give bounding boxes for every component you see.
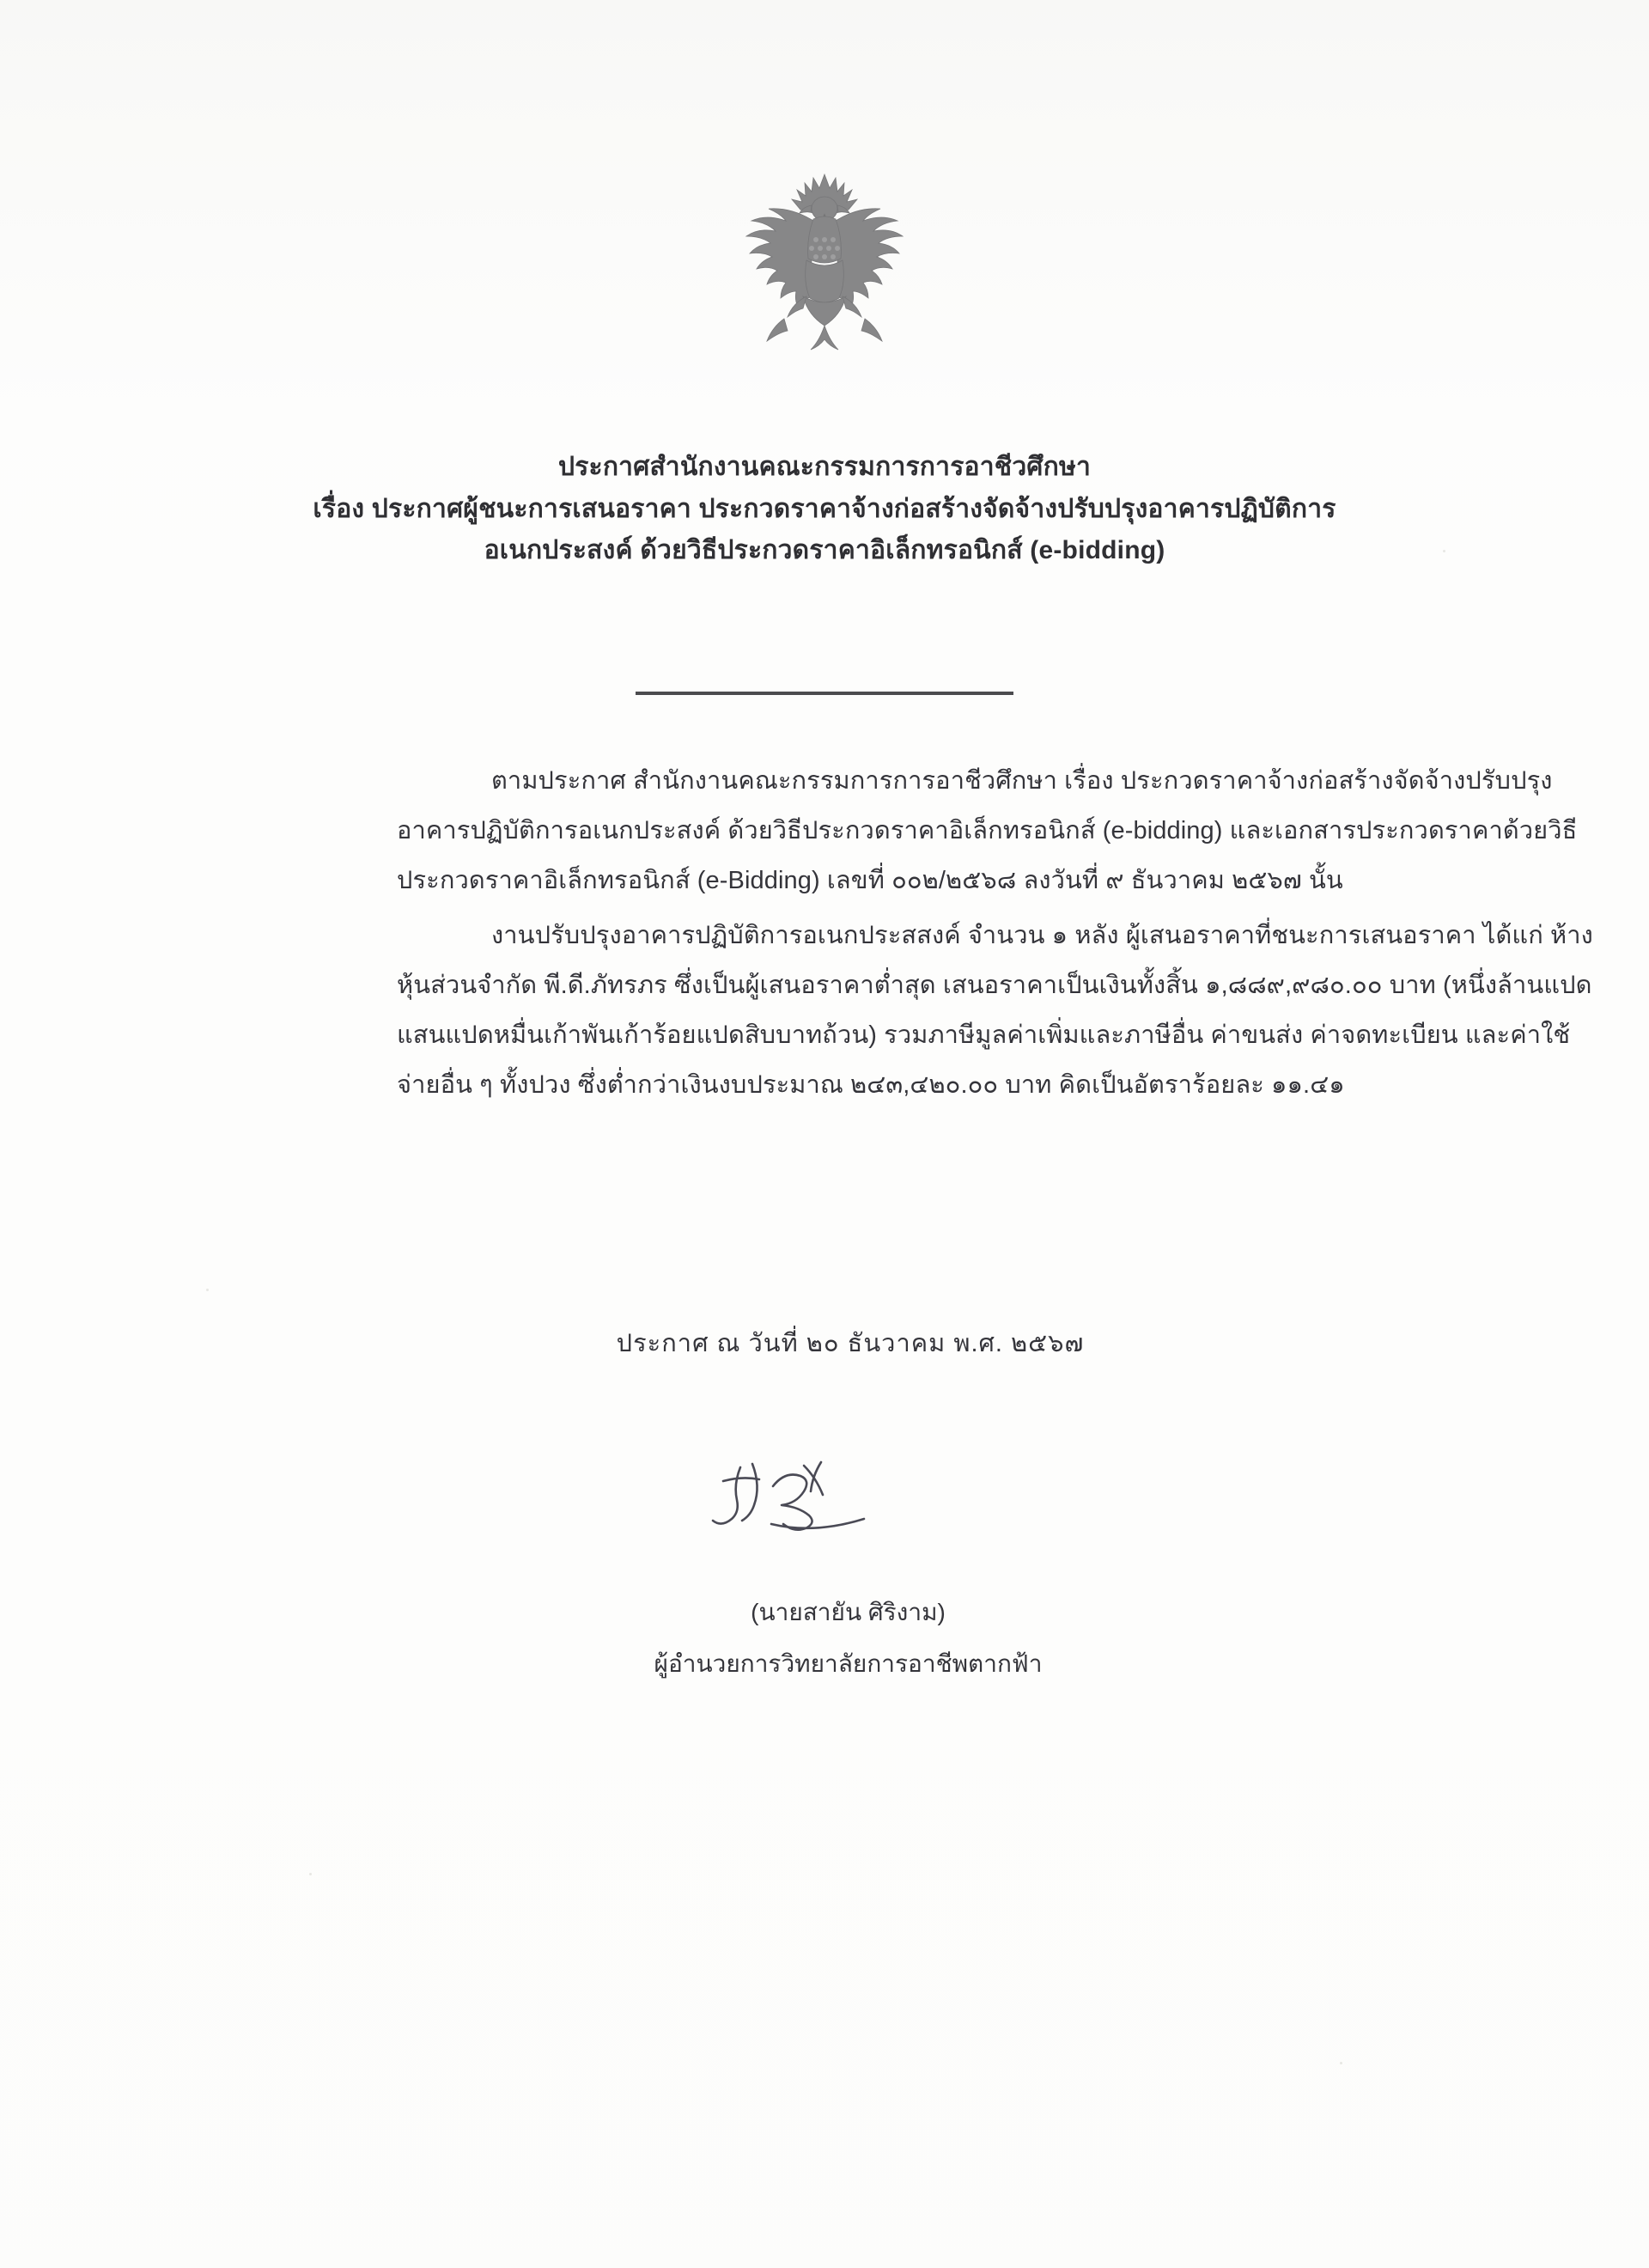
announcement-date: ประกาศ ณ วันที่ ๒๐ ธันวาคม พ.ศ. ๒๕๖๗ — [616, 1330, 1085, 1357]
heading-line-3: อเนกประสงค์ ด้วยวิธีประกวดราคาอิเล็กทรอนิกส์ (e-bidding) — [484, 536, 1165, 565]
scan-speckle — [309, 1873, 312, 1875]
signer-name: (นายสายัน ศิริงาม) — [751, 1599, 946, 1625]
body-paragraph-1: ตามประกาศ สำนักงานคณะกรรมการการอาชีวศึกษา เรื่อง ประกวดราคาจ้างก่อสร้างจัดจ้างปรับปรุงอาคารปฏิบัติการอเนกประสงค์ ด้วยวิธีประกวดราคาอิเล็กทรอนิกส์ (e-bidding) และเอกสารประกวดราคาด้วยวิธีประกวดราคาอิเล็กทรอนิกส์ (e-Bidding) เลขที่ ๐๐๒/๒๕๖๘ ลงวันที่ ๙ ธันวาคม ๒๕๖๗ นั้น — [397, 767, 1578, 894]
scan-speckle — [1340, 2062, 1342, 2064]
heading-line-2: เรื่อง ประกาศผู้ชนะการเสนอราคา ประกวดราคาจ้างก่อสร้างจัดจ้างปรับปรุงอาคารปฏิบัติการ — [313, 494, 1336, 523]
garuda-emblem-icon — [717, 168, 932, 391]
heading-divider — [636, 692, 1013, 695]
scan-speckle — [1443, 550, 1445, 552]
scan-speckle — [206, 1289, 209, 1291]
signer-title: ผู้อำนวยการวิทยาลัยการอาชีพตากฟ้า — [654, 1650, 1043, 1677]
handwritten-signature — [644, 1452, 1005, 1555]
document-sheet — [155, 0, 1593, 2268]
document-heading — [155, 447, 1494, 572]
heading-line-1: ประกาศสำนักงานคณะกรรมการการอาชีวศึกษา — [557, 453, 1092, 481]
document-body — [397, 756, 1599, 1115]
body-paragraph-2: งานปรับปรุงอาคารปฏิบัติการอเนกประสสงค์ จำนวน ๑ หลัง ผู้เสนอราคาที่ชนะการเสนอราคา ได้แก่ ห้างหุ้นส่วนจำกัด พี.ดี.ภัทรภร ซึ่งเป็นผู้เสนอราคาต่ำสุด เสนอราคาเป็นเงินทั้งสิ้น ๑,๘๘๙,๙๘๐.๐๐ บาท (หนึ่งล้านแปดแสนแปดหมื่นเก้าพันเก้าร้อยแปดสิบบาทถ้วน) รวมภาษีมูลค่าเพิ่มและภาษีอื่น ค่าขนส่ง ค่าจดทะเบียน และค่าใช้จ่ายอื่น ๆ ทั้งปวง ซึ่งต่ำกว่าเงินงบประมาณ ๒๔๓,๔๒๐.๐๐ บาท คิดเป็นอัตราร้อยละ ๑๑.๔๑ — [397, 922, 1593, 1099]
